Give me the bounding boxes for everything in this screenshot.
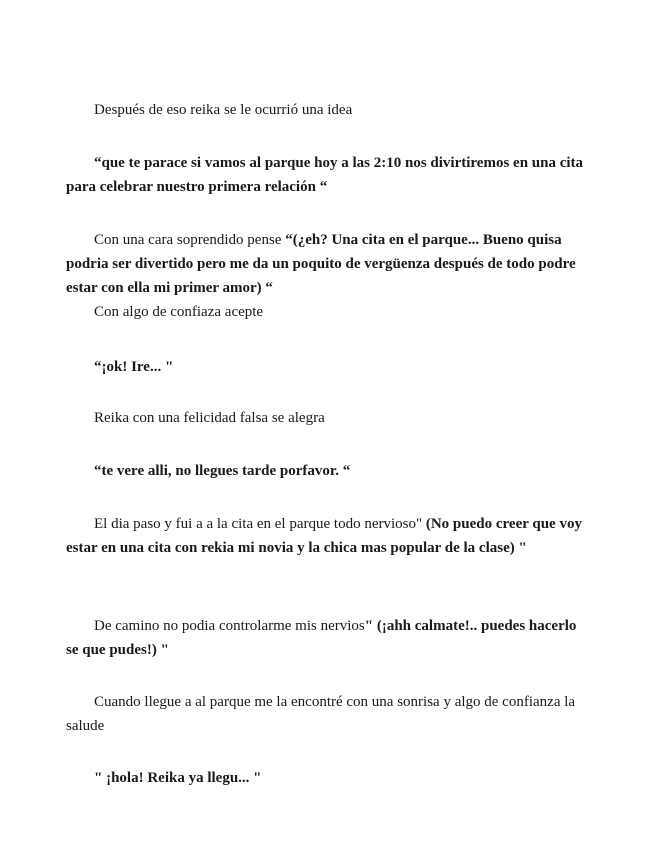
narration-text: Después de eso reika se le ocurrió una idea	[94, 102, 353, 118]
narration-text: Reika con una felicidad falsa se alegra	[94, 410, 325, 426]
paragraph-1	[66, 98, 586, 122]
narration-text: El dia paso y fui a a la cita en el parque todo nervioso"	[94, 516, 426, 532]
paragraph-2	[66, 151, 586, 199]
narration-text: Cuando llegue a al parque me la encontré con una sonrisa y algo de confianza la salude	[66, 694, 576, 734]
paragraph-8	[66, 512, 586, 560]
paragraph-3	[66, 228, 586, 300]
dialogue-text: “que te parace si vamos al parque hoy a las 2:10 nos divirtiremos en una cita para celebrar nuestro primera relación “	[66, 155, 584, 195]
paragraph-9	[66, 614, 586, 662]
paragraph-5	[66, 355, 586, 379]
paragraph-4	[66, 300, 586, 324]
thought-text: " (¡ahh calmate!.. puedes hacerlo se que pudes!) "	[66, 618, 577, 658]
dialogue-text: " ¡hola! Reika ya llegu... "	[94, 770, 262, 786]
narration-text: De camino no podia controlarme mis nervios	[94, 618, 365, 634]
paragraph-7	[66, 459, 586, 483]
paragraph-11	[66, 766, 586, 790]
narration-text: Con algo de confiaza acepte	[94, 304, 264, 320]
paragraph-10	[66, 690, 586, 738]
dialogue-text: “te vere alli, no llegues tarde porfavor. “	[94, 463, 351, 479]
paragraph-6	[66, 406, 586, 430]
thought-text: (No puedo creer que voy estar en una cita con rekia mi novia y la chica mas popular de la clase) "	[66, 516, 582, 556]
thought-text: “(¿eh? Una cita en el parque... Bueno quisa podria ser divertido pero me da un poquito de vergüenza después de todo podre estar con ella mi primer amor) “	[66, 232, 576, 296]
narration-text: Con una cara soprendido pense	[94, 232, 286, 248]
dialogue-text: “¡ok! Ire... "	[94, 359, 174, 375]
